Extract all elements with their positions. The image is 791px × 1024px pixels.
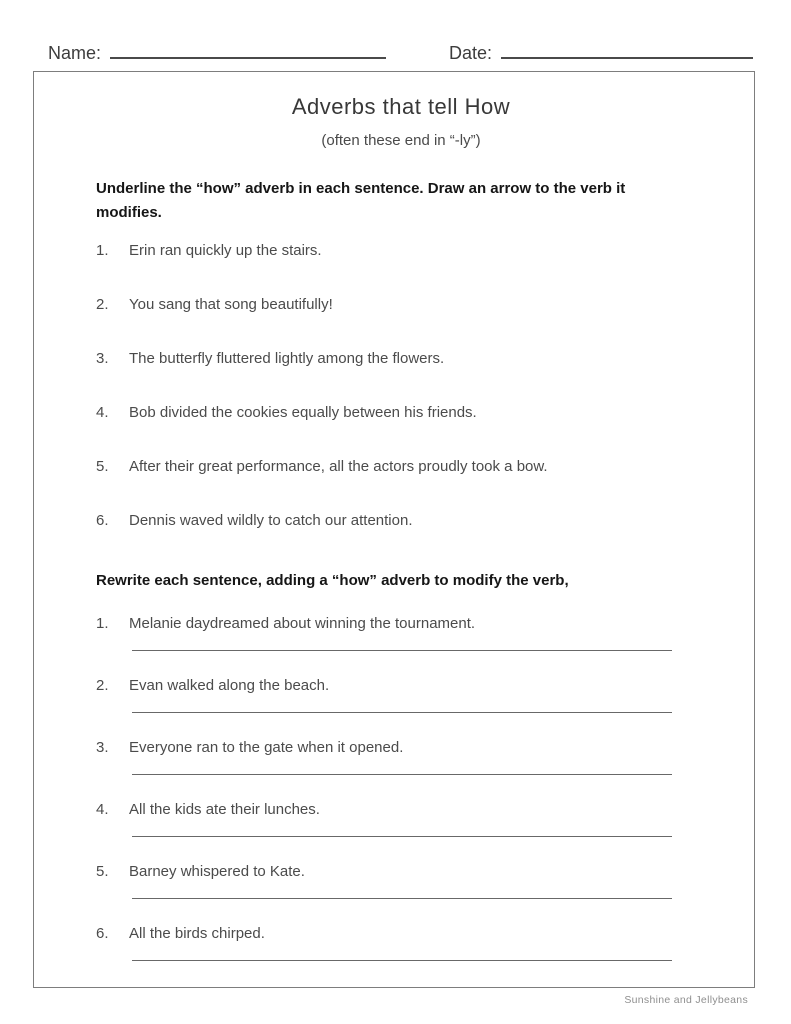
sentence-item [96,861,706,899]
sentence-text: Evan walked along the beach. [129,677,330,694]
sentence-item [96,294,706,315]
worksheet-title: Adverbs that tell How [291,94,511,119]
name-blank-line[interactable] [110,42,386,59]
sentence-text: The butterfly fluttered lightly among the flowers. [129,350,445,367]
underline-exercise-list [96,240,706,531]
answer-blank-line[interactable] [132,836,672,837]
name-field [48,42,386,64]
sentence-item [96,799,706,837]
sentence-item [96,510,706,531]
date-label: Date: [449,43,493,63]
item-number: 3. [96,739,109,756]
item-number: 6. [96,512,109,529]
rewrite-section-instructions: Rewrite each sentence, adding a “how” adverb to modify the verb, [96,572,569,589]
sentence-text: After their great performance, all the actors proudly took a bow. [129,458,548,475]
answer-blank-line[interactable] [132,898,672,899]
sentence-text: Bob divided the cookies equally between his friends. [129,404,477,421]
item-number: 2. [96,296,109,313]
sentence-text: Dennis waved wildly to catch our attention. [129,512,413,529]
item-number: 4. [96,801,109,818]
sentence-item [96,240,706,261]
item-number: 5. [96,863,109,880]
sentence-item [96,456,706,477]
date-field [449,42,753,64]
item-number: 4. [96,404,109,421]
publisher-credit: Sunshine and Jellybeans [624,994,748,1006]
worksheet-border-box [33,71,755,988]
item-number: 5. [96,458,109,475]
sentence-text: All the birds chirped. [129,925,265,942]
sentence-text: Barney whispered to Kate. [129,863,305,880]
answer-blank-line[interactable] [132,774,672,775]
date-blank-line[interactable] [501,42,753,59]
rewrite-exercise-list [96,613,706,961]
sentence-item [96,923,706,961]
sentence-text: Erin ran quickly up the stairs. [129,242,322,259]
underline-section-instructions: Underline the “how” adverb in each sentence. Draw an arrow to the verb it modifies. [96,180,626,221]
sentence-item [96,402,706,423]
name-label: Name: [48,43,102,63]
sentence-text: You sang that song beautifully! [129,296,333,313]
sentence-item [96,737,706,775]
item-number: 1. [96,615,109,632]
item-number: 3. [96,350,109,367]
sentence-item [96,613,706,651]
answer-blank-line[interactable] [132,650,672,651]
sentence-text: Everyone ran to the gate when it opened. [129,739,404,756]
answer-blank-line[interactable] [132,712,672,713]
answer-blank-line[interactable] [132,960,672,961]
sentence-text: Melanie daydreamed about winning the tournament. [129,615,476,632]
item-number: 6. [96,925,109,942]
item-number: 2. [96,677,109,694]
worksheet-subtitle: (often these end in “-ly”) [321,132,481,149]
sentence-item [96,348,706,369]
sentence-text: All the kids ate their lunches. [129,801,320,818]
sentence-item [96,675,706,713]
item-number: 1. [96,242,109,259]
